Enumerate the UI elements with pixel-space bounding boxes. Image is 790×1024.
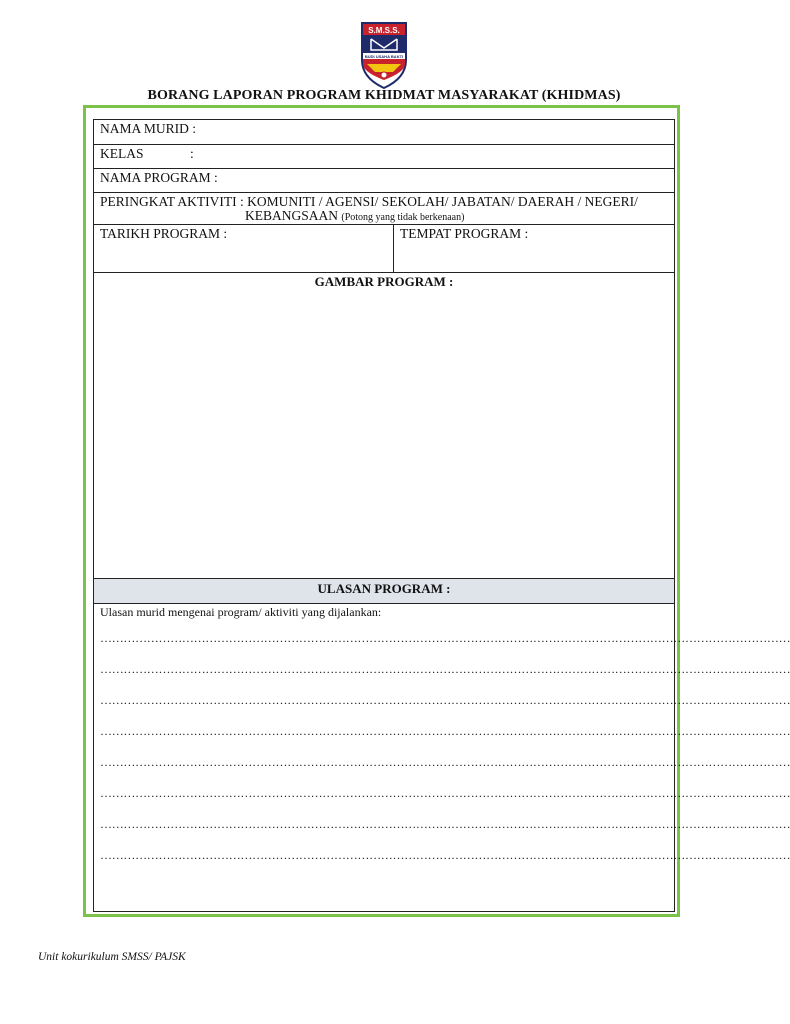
peringkat-kebangsaan: KEBANGSAAN	[245, 208, 339, 223]
peringkat-line2	[245, 208, 464, 224]
dotted-answer-line[interactable]: ……………………………………………………………………………………………………………………………………………………………	[100, 724, 790, 738]
ulasan-program-header-row	[94, 579, 674, 604]
dotted-answer-line[interactable]: ……………………………………………………………………………………………………………………………………………………………	[100, 693, 790, 707]
dotted-answer-line[interactable]: ……………………………………………………………………………………………………………………………………………………………	[100, 662, 790, 676]
peringkat-aktiviti-row[interactable]	[94, 193, 674, 225]
dotted-answer-line[interactable]: ……………………………………………………………………………………………………………………………………………………………	[100, 631, 790, 645]
svg-text:S.M.S.S.: S.M.S.S.	[368, 26, 400, 35]
kelas-row[interactable]	[94, 145, 674, 169]
report-form-table	[93, 119, 790, 912]
ulasan-program-area[interactable]	[94, 604, 790, 911]
dotted-answer-line[interactable]: ……………………………………………………………………………………………………………………………………………………………	[100, 786, 790, 800]
svg-text:BUDI USAHA BAKTI: BUDI USAHA BAKTI	[364, 54, 404, 59]
gambar-program-heading: GAMBAR PROGRAM :	[314, 274, 454, 289]
ulasan-prompt: Ulasan murid mengenai program/ aktiviti yang dijalankan:	[100, 605, 382, 619]
tarikh-tempat-row	[94, 225, 674, 273]
gambar-program-area[interactable]	[94, 273, 674, 579]
form-title: BORANG LAPORAN PROGRAM KHIDMAT MASYARAKAT (KHIDMAS)	[147, 88, 621, 103]
tarikh-program-label[interactable]: TARIKH PROGRAM :	[100, 226, 228, 241]
nama-program-label: NAMA PROGRAM :	[100, 170, 218, 185]
dotted-answer-line[interactable]: ……………………………………………………………………………………………………………………………………………………………	[100, 755, 790, 769]
nama-murid-label: NAMA MURID :	[100, 121, 197, 136]
dotted-answer-line[interactable]: ……………………………………………………………………………………………………………………………………………………………	[100, 817, 790, 831]
nama-murid-row[interactable]	[94, 120, 674, 145]
peringkat-note: (Potong yang tidak berkenaan)	[341, 212, 465, 223]
column-divider	[393, 225, 394, 273]
nama-program-row[interactable]	[94, 169, 674, 193]
dotted-answer-line[interactable]: ……………………………………………………………………………………………………………………………………………………………	[100, 848, 790, 862]
kelas-label: KELAS	[100, 146, 144, 161]
peringkat-label: PERINGKAT AKTIVITI : KOMUNITI / AGENSI/ SEKOLAH/ JABATAN/ DAERAH / NEGERI/	[100, 194, 638, 209]
tempat-program-label[interactable]: TEMPAT PROGRAM :	[400, 226, 529, 241]
school-crest-logo	[359, 20, 409, 90]
footer-unit-label: Unit kokurikulum SMSS/ PAJSK	[38, 951, 186, 963]
ulasan-program-heading: ULASAN PROGRAM :	[317, 581, 451, 596]
kelas-colon: :	[190, 146, 194, 161]
